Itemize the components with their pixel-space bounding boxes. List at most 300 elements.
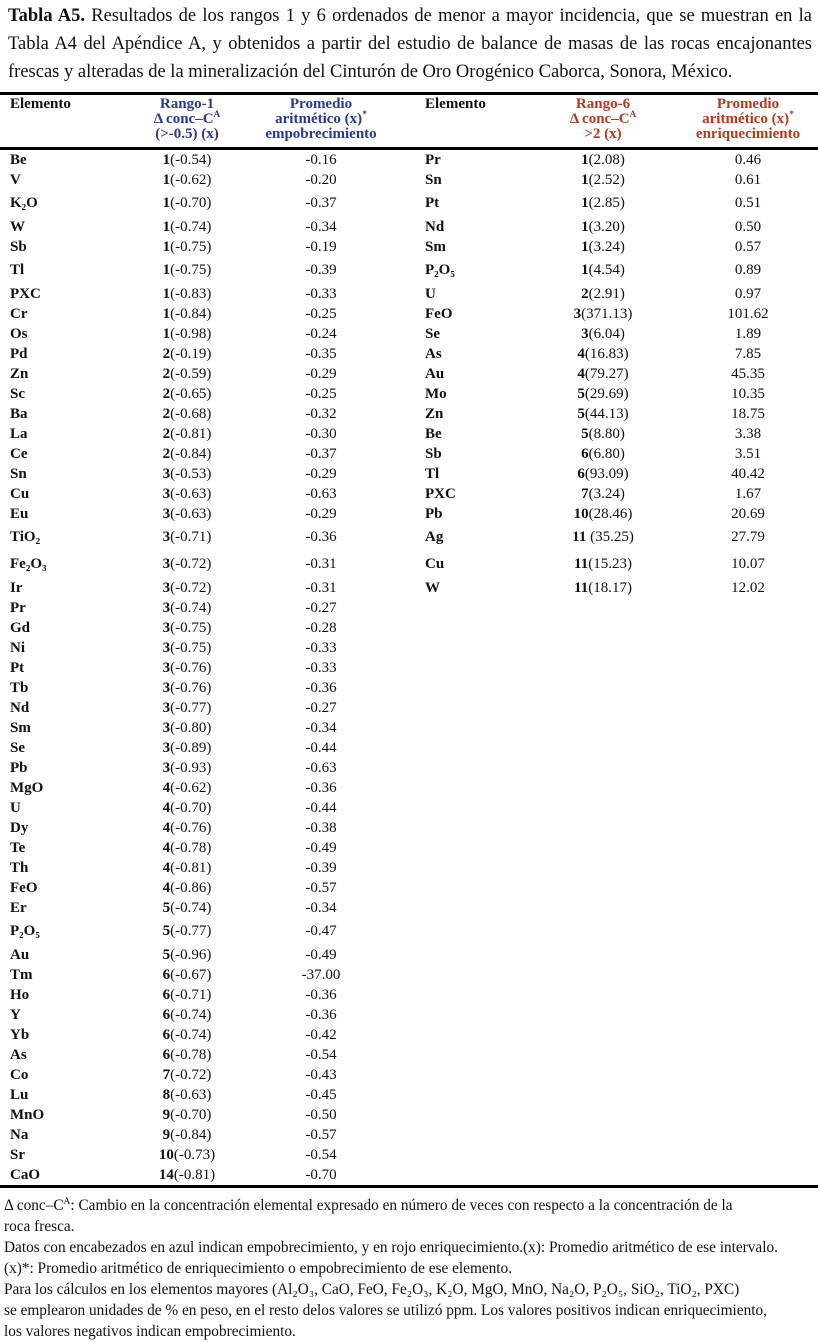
- paper-page: [0, 2, 818, 1342]
- rango6-value: [528, 1065, 678, 1085]
- element-symbol-left: Se: [10, 739, 25, 756]
- promedio-enr-line1: Promedio: [716, 96, 780, 112]
- col-header-elemento-left: [0, 94, 127, 149]
- element-symbol-left: PXC: [10, 285, 41, 302]
- element-symbol-right: Sb: [425, 445, 442, 462]
- promedio-empobrecimiento-value: -0.36: [305, 986, 337, 1003]
- promedio-emp-line3: empobrecimiento: [265, 126, 377, 142]
- element-symbol-right: [395, 1065, 528, 1085]
- promedio-empobrecimiento-value: -0.28: [305, 619, 337, 636]
- rango6-value: [528, 1085, 678, 1105]
- promedio-enriquecimiento-value: 101.62: [727, 305, 769, 322]
- element-symbol-left: MgO: [10, 779, 44, 796]
- element-symbol-right: [395, 1125, 528, 1145]
- promedio-enriquecimiento-value: [678, 678, 818, 698]
- rango6-value: [528, 878, 678, 898]
- table-row: [0, 918, 818, 945]
- footnotes: [4, 1195, 814, 1342]
- rango1-value: 4(-0.81): [162, 859, 212, 876]
- rango6-value: 11(15.23): [574, 556, 632, 572]
- promedio-enriquecimiento-value: [678, 1045, 818, 1065]
- promedio-enriquecimiento-value: 0.57: [734, 238, 762, 255]
- promedio-enriquecimiento-value: [678, 718, 818, 738]
- element-symbol-right: [395, 678, 528, 698]
- footnote-line-6: se emplearon unidades de % en peso, en el resto delos valores se utilizó ppm. Los valores positivos indican enriquecimiento,: [4, 1302, 767, 1319]
- element-symbol-right: [395, 1085, 528, 1105]
- rango1-value: 6(-0.67): [162, 966, 212, 983]
- promedio-empobrecimiento-value: -0.31: [305, 579, 337, 596]
- element-symbol-right: [395, 838, 528, 858]
- element-symbol-left: Zn: [10, 365, 29, 382]
- element-symbol-left: Dy: [10, 819, 29, 836]
- footnote-line-5: Para los cálculos en los elementos mayores (Al₂O₃, CaO, FeO, Fe₂O₃, K₂O, MgO, MnO, Na₂O, P₂O₅, SiO₂, TiO₂, PXC): [4, 1281, 740, 1298]
- rango1-line2: Δ conc–$C^A$: [153, 110, 221, 127]
- rango1-value: 1(-0.83): [162, 285, 212, 302]
- element-symbol-left: Pr: [10, 599, 26, 616]
- promedio-empobrecimiento-value: -0.57: [305, 1126, 337, 1143]
- table-row: [0, 578, 818, 598]
- promedio-enriquecimiento-value: [678, 818, 818, 838]
- rango6-value: [528, 718, 678, 738]
- promedio-empobrecimiento-value: -0.37: [305, 445, 337, 462]
- footnote-line-1: Δ conc–$C^A$: Cambio en la concentración elemental expresado en número de veces con respecto a la concentración de la: [4, 1196, 733, 1214]
- element-symbol-left: FeO: [10, 879, 38, 896]
- rango1-value: 1(-0.84): [162, 305, 212, 322]
- promedio-enriquecimiento-value: 0.50: [734, 218, 762, 235]
- element-symbol-right: [395, 778, 528, 798]
- promedio-empobrecimiento-value: -0.20: [305, 171, 337, 188]
- promedio-empobrecimiento-value: -37.00: [301, 966, 341, 983]
- table-row: [0, 484, 818, 504]
- promedio-empobrecimiento-value: -0.43: [305, 1066, 337, 1083]
- rango1-value: 3(-0.80): [162, 719, 212, 736]
- table-row: [0, 598, 818, 618]
- promedio-enriquecimiento-value: [678, 965, 818, 985]
- rango1-value: 1(-0.98): [162, 325, 212, 342]
- promedio-enriquecimiento-value: [678, 778, 818, 798]
- results-table: [0, 92, 818, 1188]
- element-symbol-right: [395, 898, 528, 918]
- table-row: [0, 985, 818, 1005]
- table-row: [0, 1125, 818, 1145]
- element-symbol-right: Zn: [425, 405, 444, 422]
- rango6-value: [528, 738, 678, 758]
- table-row: [0, 1065, 818, 1085]
- element-symbol-right: [395, 945, 528, 965]
- element-symbol-left: Y: [10, 1006, 21, 1023]
- rango6-value: 3(371.13): [573, 305, 633, 322]
- rango6-value: [528, 985, 678, 1005]
- table-row: [0, 304, 818, 324]
- rango1-value: 3(-0.93): [162, 759, 212, 776]
- promedio-empobrecimiento-value: -0.37: [305, 195, 337, 211]
- promedio-enriquecimiento-value: 0.61: [734, 171, 762, 188]
- rango1-value: 3(-0.76): [162, 679, 212, 696]
- table-row: [0, 464, 818, 484]
- table-row: [0, 149, 818, 171]
- promedio-enriquecimiento-value: 20.69: [731, 505, 765, 522]
- promedio-enriquecimiento-value: [678, 1085, 818, 1105]
- table-row: [0, 798, 818, 818]
- rango1-value: 3(-0.71): [162, 529, 212, 545]
- table-row: [0, 324, 818, 344]
- element-symbol-left: MnO: [10, 1106, 45, 1123]
- rango1-line3: (>-0.5) (x): [155, 126, 219, 142]
- promedio-enriquecimiento-value: 10.35: [731, 385, 765, 402]
- element-symbol-right: Pb: [425, 505, 443, 522]
- promedio-enriquecimiento-value: 1.67: [734, 485, 762, 502]
- element-symbol-left: As: [10, 1046, 27, 1063]
- rango6-value: 1(4.54): [581, 262, 625, 278]
- rango1-value: 2(-0.68): [162, 405, 212, 422]
- element-symbol-right: FeO: [425, 305, 453, 322]
- promedio-empobrecimiento-value: -0.42: [305, 1026, 337, 1043]
- promedio-enriquecimiento-value: 1.89: [734, 325, 762, 342]
- promedio-enriquecimiento-value: [678, 945, 818, 965]
- element-symbol-left: La: [10, 425, 28, 442]
- promedio-empobrecimiento-value: -0.29: [305, 465, 337, 482]
- table-row: [0, 1045, 818, 1065]
- promedio-empobrecimiento-value: -0.57: [305, 879, 337, 896]
- element-symbol-right: W: [425, 579, 440, 596]
- promedio-empobrecimiento-value: -0.33: [305, 285, 337, 302]
- promedio-empobrecimiento-value: -0.63: [305, 485, 337, 502]
- table-row: [0, 945, 818, 965]
- element-symbol-right: Sm: [425, 238, 446, 255]
- element-symbol-right: PXC: [425, 485, 456, 502]
- table-row: [0, 818, 818, 838]
- promedio-enriquecimiento-value: [678, 698, 818, 718]
- element-symbol-right: [395, 1105, 528, 1125]
- table-row: [0, 424, 818, 444]
- rango6-value: [528, 945, 678, 965]
- promedio-enriquecimiento-value: 0.51: [734, 195, 762, 211]
- promedio-enr-line2: aritmético (x)*: [702, 110, 794, 127]
- element-symbol-left: Ce: [10, 445, 28, 462]
- promedio-enriquecimiento-value: [678, 858, 818, 878]
- promedio-empobrecimiento-value: -0.16: [305, 151, 337, 168]
- rango1-value: 1(-0.74): [162, 218, 212, 235]
- rango1-value: 3(-0.74): [162, 599, 212, 616]
- element-symbol-left: Eu: [10, 505, 29, 522]
- promedio-empobrecimiento-value: -0.49: [305, 839, 337, 856]
- element-symbol-left: Ho: [10, 986, 30, 1003]
- table-row: [0, 658, 818, 678]
- promedio-enriquecimiento-value: 3.51: [734, 445, 762, 462]
- rango6-value: 1(3.24): [581, 238, 625, 255]
- table-row: [0, 1105, 818, 1125]
- rango1-value: 3(-0.75): [162, 619, 212, 636]
- rango6-value: [528, 678, 678, 698]
- rango1-value: 3(-0.75): [162, 639, 212, 656]
- promedio-enriquecimiento-value: 10.07: [731, 556, 765, 572]
- rango6-value: [528, 1005, 678, 1025]
- table-row: [0, 237, 818, 257]
- rango1-value: 14(-0.81): [158, 1166, 216, 1183]
- rango1-value: 4(-0.70): [162, 799, 212, 816]
- rango1-value: 6(-0.78): [162, 1046, 212, 1063]
- element-symbol-right: [395, 658, 528, 678]
- rango1-value: 8(-0.63): [162, 1086, 212, 1103]
- table-row: [0, 257, 818, 284]
- rango6-value: 5(8.80): [581, 425, 625, 442]
- rango6-value: [528, 1045, 678, 1065]
- rango6-value: [528, 598, 678, 618]
- rango6-value: 2(2.91): [581, 285, 625, 302]
- rango6-value: [528, 838, 678, 858]
- table-header: [0, 94, 818, 149]
- promedio-enriquecimiento-value: [678, 1165, 818, 1187]
- element-symbol-left: P₂O₅: [10, 923, 40, 939]
- element-symbol-left: U: [10, 799, 21, 816]
- promedio-emp-line2: aritmético (x)*: [275, 110, 367, 127]
- element-symbol-right: [395, 738, 528, 758]
- element-symbol-right: P₂O₅: [425, 262, 455, 278]
- element-symbol-left: Cu: [10, 485, 30, 502]
- rango6-value: [528, 1165, 678, 1187]
- promedio-empobrecimiento-value: -0.39: [305, 859, 337, 876]
- promedio-empobrecimiento-value: -0.36: [305, 1006, 337, 1023]
- element-symbol-right: Mo: [425, 385, 447, 402]
- element-symbol-right: [395, 1165, 528, 1187]
- rango6-value: [528, 818, 678, 838]
- element-symbol-right: Au: [425, 365, 445, 382]
- element-symbol-right: Ag: [425, 529, 444, 545]
- rango6-value: 1(2.08): [581, 151, 625, 168]
- rango1-value: 3(-0.72): [162, 556, 212, 572]
- rango1-value: 4(-0.62): [162, 779, 212, 796]
- table-row: [0, 758, 818, 778]
- promedio-empobrecimiento-value: -0.39: [305, 262, 337, 278]
- element-symbol-right: As: [425, 345, 442, 362]
- rango6-value: [528, 1105, 678, 1125]
- rango6-line1: Rango-6: [575, 96, 631, 112]
- element-symbol-left: Er: [10, 899, 27, 916]
- table-row: [0, 698, 818, 718]
- element-symbol-left: Sm: [10, 719, 31, 736]
- rango6-value: [528, 638, 678, 658]
- rango6-value: [528, 758, 678, 778]
- element-symbol-right: Tl: [425, 465, 440, 482]
- rango1-value: 3(-0.72): [162, 579, 212, 596]
- table-row: [0, 1145, 818, 1165]
- rango1-value: 1(-0.54): [162, 151, 212, 168]
- element-symbol-left: Be: [10, 151, 27, 168]
- promedio-enriquecimiento-value: 40.42: [731, 465, 765, 482]
- promedio-empobrecimiento-value: -0.31: [305, 556, 337, 572]
- promedio-enriquecimiento-value: [678, 878, 818, 898]
- table-row: [0, 738, 818, 758]
- element-symbol-right: [395, 758, 528, 778]
- promedio-enriquecimiento-value: [678, 598, 818, 618]
- promedio-enriquecimiento-value: [678, 758, 818, 778]
- table-row: [0, 1005, 818, 1025]
- table-row: [0, 404, 818, 424]
- rango1-value: 10(-0.73): [158, 1146, 216, 1163]
- rango6-value: 6(6.80): [581, 445, 625, 462]
- col-header-rango1: [127, 94, 247, 149]
- element-symbol-right: [395, 718, 528, 738]
- promedio-enriquecimiento-value: [678, 838, 818, 858]
- element-symbol-left: Tl: [10, 262, 25, 278]
- promedio-empobrecimiento-value: -0.30: [305, 425, 337, 442]
- table-row: [0, 1025, 818, 1045]
- promedio-empobrecimiento-value: -0.34: [305, 218, 337, 235]
- table-caption-label: Tabla A5.: [8, 6, 86, 26]
- rango6-value: [528, 618, 678, 638]
- rango6-value: [528, 1125, 678, 1145]
- promedio-empobrecimiento-value: -0.44: [305, 739, 337, 756]
- promedio-enriquecimiento-value: [678, 985, 818, 1005]
- table-row: [0, 678, 818, 698]
- element-symbol-left: Os: [10, 325, 28, 342]
- rango6-value: 1(2.85): [581, 195, 625, 211]
- element-symbol-right: [395, 598, 528, 618]
- element-symbol-left: Pb: [10, 759, 28, 776]
- header-elemento2-label: Elemento: [425, 96, 486, 112]
- promedio-enriquecimiento-value: 0.97: [734, 285, 762, 302]
- rango6-value: 3(6.04): [581, 325, 625, 342]
- element-symbol-left: Yb: [10, 1026, 30, 1043]
- promedio-enriquecimiento-value: [678, 638, 818, 658]
- table-row: [0, 638, 818, 658]
- rango6-value: 1(2.52): [581, 171, 625, 188]
- element-symbol-left: Th: [10, 859, 29, 876]
- rango6-value: [528, 965, 678, 985]
- element-symbol-left: W: [10, 218, 25, 235]
- header-row: [0, 94, 818, 149]
- promedio-empobrecimiento-value: -0.54: [305, 1046, 337, 1063]
- promedio-enriquecimiento-value: 7.85: [734, 345, 762, 362]
- promedio-empobrecimiento-value: -0.50: [305, 1106, 337, 1123]
- promedio-enriquecimiento-value: [678, 1125, 818, 1145]
- table-row: [0, 551, 818, 578]
- rango1-value: 5(-0.77): [162, 923, 212, 939]
- rango6-line3: >2 (x): [584, 126, 622, 142]
- promedio-enriquecimiento-value: 0.89: [734, 262, 762, 278]
- rango6-value: [528, 898, 678, 918]
- table-row: [0, 838, 818, 858]
- promedio-empobrecimiento-value: -0.19: [305, 238, 337, 255]
- element-symbol-right: Sn: [425, 171, 442, 188]
- promedio-empobrecimiento-value: -0.32: [305, 405, 337, 422]
- col-header-rango6: [528, 94, 678, 149]
- promedio-empobrecimiento-value: -0.25: [305, 305, 337, 322]
- footnote-line-4: (x)*: Promedio aritmético de enriquecimiento o empobrecimiento de ese elemento.: [4, 1260, 513, 1277]
- rango6-value: 10(28.46): [573, 505, 633, 522]
- rango1-value: 2(-0.81): [162, 425, 212, 442]
- promedio-enriquecimiento-value: [678, 1145, 818, 1165]
- rango1-value: 9(-0.70): [162, 1106, 212, 1123]
- table-row: [0, 878, 818, 898]
- promedio-enriquecimiento-value: 12.02: [731, 579, 765, 596]
- element-symbol-left: Na: [10, 1126, 29, 1143]
- table-row: [0, 718, 818, 738]
- col-header-elemento-right: [395, 94, 528, 149]
- promedio-empobrecimiento-value: -0.63: [305, 759, 337, 776]
- table-row: [0, 384, 818, 404]
- element-symbol-right: [395, 798, 528, 818]
- element-symbol-right: [395, 858, 528, 878]
- table-row: [0, 217, 818, 237]
- element-symbol-left: Gd: [10, 619, 31, 636]
- element-symbol-left: Te: [10, 839, 26, 856]
- rango1-value: 2(-0.84): [162, 445, 212, 462]
- promedio-enriquecimiento-value: [678, 1005, 818, 1025]
- rango6-value: [528, 698, 678, 718]
- element-symbol-right: [395, 1045, 528, 1065]
- rango6-value: 6(93.09): [577, 465, 629, 482]
- element-symbol-left: Sb: [10, 238, 27, 255]
- element-symbol-left: Tm: [10, 966, 33, 983]
- rango1-line1: Rango-1: [159, 96, 215, 112]
- promedio-empobrecimiento-value: -0.49: [305, 946, 337, 963]
- rango6-value: 11 (35.25): [572, 529, 634, 545]
- rango1-value: 2(-0.65): [162, 385, 212, 402]
- rango6-value: 4(79.27): [577, 365, 629, 382]
- element-symbol-left: CaO: [10, 1166, 40, 1183]
- rango1-value: 3(-0.77): [162, 699, 212, 716]
- footnote-line-3: Datos con encabezados en azul indican empobrecimiento, y en rojo enriquecimiento.(x): Promedio aritmético de ese intervalo.: [4, 1239, 778, 1256]
- promedio-empobrecimiento-value: -0.34: [305, 719, 337, 736]
- rango1-value: 6(-0.71): [162, 986, 212, 1003]
- table-row: [0, 858, 818, 878]
- table-row: [0, 344, 818, 364]
- promedio-enriquecimiento-value: [678, 918, 818, 945]
- element-symbol-right: [395, 985, 528, 1005]
- rango6-value: [528, 798, 678, 818]
- rango1-value: 2(-0.59): [162, 365, 212, 382]
- promedio-empobrecimiento-value: -0.29: [305, 505, 337, 522]
- element-symbol-left: TiO₂: [10, 529, 41, 545]
- element-symbol-left: Au: [10, 946, 30, 963]
- rango1-value: 4(-0.86): [162, 879, 212, 896]
- rango6-value: 7(3.24): [581, 485, 625, 502]
- rango1-value: 7(-0.72): [162, 1066, 212, 1083]
- col-header-promedio-empobrecimiento: [247, 94, 395, 149]
- promedio-enriquecimiento-value: 27.79: [731, 529, 765, 545]
- rango1-value: 3(-0.76): [162, 659, 212, 676]
- element-symbol-right: Cu: [425, 556, 445, 572]
- promedio-empobrecimiento-value: -0.34: [305, 899, 337, 916]
- rango1-value: 1(-0.75): [162, 262, 212, 278]
- element-symbol-right: [395, 638, 528, 658]
- element-symbol-right: [395, 1145, 528, 1165]
- promedio-empobrecimiento-value: -0.33: [305, 659, 337, 676]
- table-caption-text: Resultados de los rangos 1 y 6 ordenados de menor a mayor incidencia, que se muestran en la Tabla A4 del Apéndice A, y obtenidos a partir del estudio de balance de masas de las rocas encajonantes frescas y alteradas de la mineralización del Cinturón de Oro Orogénico Caborca, Sonora, México.: [8, 6, 812, 82]
- element-symbol-right: Se: [425, 325, 440, 342]
- table-row: [0, 965, 818, 985]
- promedio-enriquecimiento-value: [678, 1025, 818, 1045]
- element-symbol-left: Ir: [10, 579, 23, 596]
- promedio-enr-line3: enriquecimiento: [695, 126, 801, 142]
- rango1-value: 3(-0.63): [162, 485, 212, 502]
- promedio-empobrecimiento-value: -0.36: [305, 529, 337, 545]
- table-caption: [8, 2, 812, 86]
- rango6-line2: Δ conc–$C^A$: [569, 110, 637, 127]
- rango6-value: [528, 1025, 678, 1045]
- element-symbol-left: Cr: [10, 305, 28, 322]
- promedio-empobrecimiento-value: -0.36: [305, 679, 337, 696]
- rango6-value: [528, 778, 678, 798]
- rango1-value: 4(-0.76): [162, 819, 212, 836]
- element-symbol-right: [395, 878, 528, 898]
- promedio-enriquecimiento-value: [678, 898, 818, 918]
- promedio-empobrecimiento-value: -0.33: [305, 639, 337, 656]
- promedio-empobrecimiento-value: -0.36: [305, 779, 337, 796]
- rango1-value: 6(-0.74): [162, 1006, 212, 1023]
- promedio-enriquecimiento-value: [678, 738, 818, 758]
